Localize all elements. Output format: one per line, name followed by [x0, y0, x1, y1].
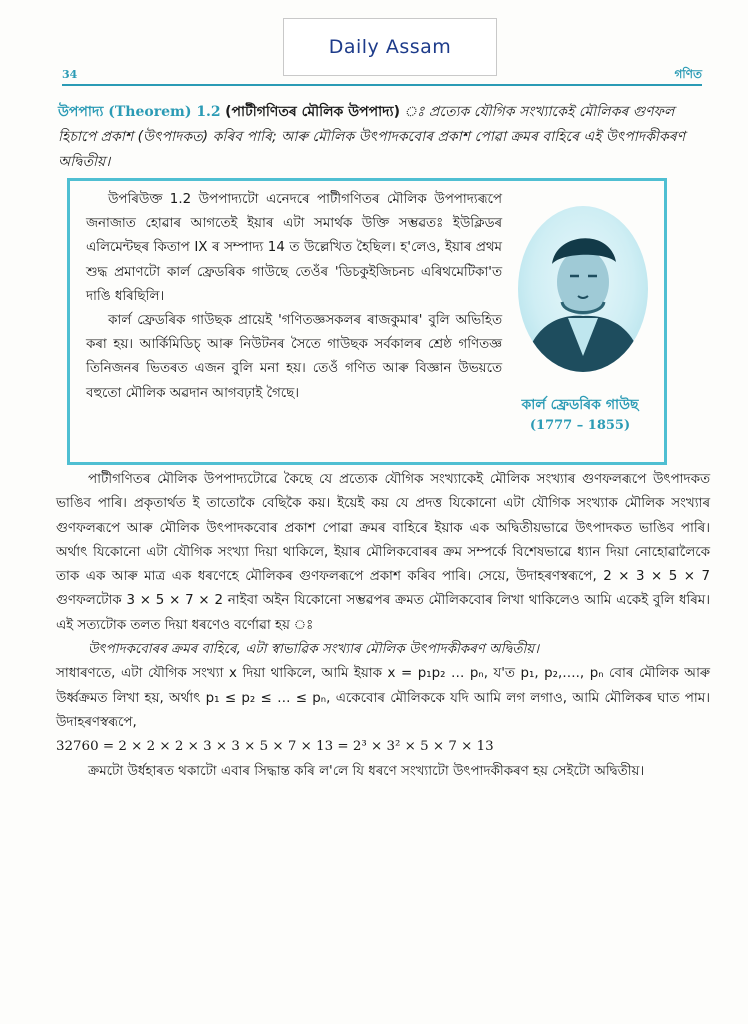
theorem-heading: উপপাদ্য (Theorem) 1.2: [58, 104, 221, 120]
header-rule: [62, 84, 702, 86]
factorization-equation: 32760 = 2 × 2 × 2 × 3 × 3 × 5 × 7 × 13 = 2³ × 3² × 5 × 7 × 13: [56, 739, 494, 755]
subject-header: গণিত: [674, 67, 702, 81]
theorem-statement: [58, 100, 708, 175]
main-paragraph-3: ক্ৰমটো উৰ্ধহাৰত থকাটো এবাৰ সিদ্ধান্ত কৰি ল'লে যি ধৰণে সংখ্যাটো উৎপাদকীকৰণ হয় সেইটো অদ্বিতীয়।: [88, 763, 645, 779]
biography-text: [86, 188, 502, 406]
theorem-body: ঃ প্ৰত্যেক যৌগিক সংখ্যাকেই মৌলিকৰ গুণফল হিচাপে প্ৰকাশ (উৎপাদকত) কৰিব পাৰি; আৰু মৌলিক উৎপাদকবোৰ প্ৰকাশ পোৱা ক্ৰমৰ বাহিৰে এই উৎপাদকীকৰণ অদ্বিতীয়।: [58, 104, 686, 170]
biography-paragraph-1: উপৰিউক্ত 1.2 উপপাদ্যটো এনেদৰে পাটীগণিতৰ মৌলিক উপপাদ্যৰূপে জনাজাত হোৱাৰ আগতেই ইয়াৰ এটা সমাৰ্থক উক্তি সম্ভৱতঃ ইউক্লিডৰ এলিমেন্টছৰ কিতাপ IX ৰ সম্পাদ্য 14 ত উল্লেখিত হৈছিল। হ'লেও, ইয়াৰ প্ৰথম শুদ্ধ প্ৰমাণটো কাৰ্ল ফ্ৰেডৰিক গাউছে তেওঁৰ 'ডিচকুইজিচনচ এৰিথমেটিকা'ত দাঙি ধৰিছিলি।: [86, 192, 502, 304]
gauss-portrait: [518, 206, 648, 372]
page-number: 34: [62, 68, 78, 81]
theorem-subtitle: (পাটীগণিতৰ মৌলিক উপপাদ্য): [225, 104, 400, 120]
watermark-stamp: Daily Assam: [283, 18, 497, 76]
portrait-illustration: [518, 206, 648, 372]
italic-statement: উৎপাদকবোৰৰ ক্ৰমৰ বাহিৰে, এটা স্বাভাৱিক সংখ্যাৰ মৌলিক উৎপাদকীকৰণ অদ্বিতীয়।: [88, 642, 539, 658]
portrait-years: (1777 – 1855): [529, 418, 631, 433]
biography-paragraph-2: কাৰ্ল ফ্ৰেডৰিক গাউছক প্ৰায়েই 'গণিতজ্ঞসকলৰ ৰাজকুমাৰ' বুলি অভিহিত কৰা হয়। আৰ্কিমিডিচ্ আৰু নিউটনৰ সৈতে গাউছক সৰ্বকালৰ শ্ৰেষ্ঠ গণিতজ্ঞ তিনিজনৰ ভিতৰত এজন বুলি মনা হয়। তেওঁ গণিত আৰু বিজ্ঞান উভয়তে বহুতো মৌলিক অৱদান আগবঢ়াই গৈছে।: [86, 313, 502, 401]
portrait-caption: কাৰ্ল ফ্ৰেডৰিক গাউছ: [521, 397, 639, 413]
main-paragraph-1: পাটীগণিতৰ মৌলিক উপপাদ্যটোৱে কৈছে যে প্ৰত্যেক যৌগিক সংখ্যাকেই মৌলিক সংখ্যাৰ গুণফলৰূপে উৎপাদকত ভাঙিব পাৰি। প্ৰকৃতাৰ্থত ই তাতোকৈ বেছিকৈ কয়। ইয়েই কয় যে প্ৰদত্ত যিকোনো এটা যৌগিক সংখ্যাক মৌলিক সংখ্যাৰ গুণফলৰূপে আৰু মৌলিক উৎপাদকবোৰ প্ৰকাশ পোৱা ক্ৰমৰ বাহিৰে ইয়াক এক অদ্বিতীয়ভাৱে উৎপাদকত ভাঙিব পাৰি। অৰ্থাৎ যিকোনো এটা যৌগিক সংখ্যা দিয়া থাকিলে, ইয়াৰ মৌলিকবোৰৰ ক্ৰম সম্পৰ্কে বিশেষভাৱে ধ্যান দিয়া নোহোৱালৈকে তাক এক আৰু মাত্ৰ এক ধৰণেহে মৌলিকৰ গুণফলৰূপে প্ৰকাশ কৰিব পাৰি। সেয়ে, উদাহৰণস্বৰূপে, 2 × 3 × 5 × 7 গুণফলটোক 3 × 5 × 7 × 2 নাইবা অইন যিকোনো সম্ভৱপৰ ক্ৰমত মৌলিকবোৰ লিখা থাকিলেও আমি একেই বুলি ধৰিম। এই সত্যটোক তলত দিয়া ধৰণেও বৰ্ণোৱা হয় ঃ: [56, 472, 710, 633]
main-paragraph-2: সাধাৰণতে, এটা যৌগিক সংখ্যা x দিয়া থাকিলে, আমি ইয়াক x = p₁p₂ … pₙ, য'ত p₁, p₂,…., pₙ বোৰ মৌলিক আৰু উৰ্ধ্বক্ৰমত লিখা হয়, অৰ্থাৎ p₁ ≤ p₂ ≤ … ≤ pₙ, একেবোৰ মৌলিককে যদি আমি লগ লগাও, আমি মৌলিকৰ ঘাত পাম। উদাহৰণস্বৰূপে,: [56, 666, 710, 730]
main-text: [56, 468, 710, 784]
